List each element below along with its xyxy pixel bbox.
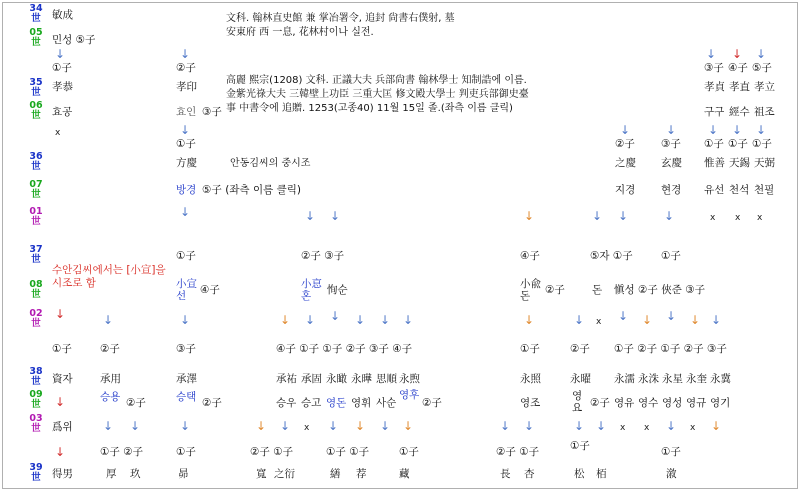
person-name[interactable]: 長 [500,468,511,480]
rank-label: ①子 [661,446,681,458]
rank-label: ②子 [615,138,635,150]
person-name[interactable]: 敏成 [52,9,73,21]
down-arrow-icon: ↓ [280,313,291,327]
person-name[interactable]: 永星 [662,373,683,385]
rank-label: ①子 [52,62,72,74]
person-name[interactable]: 昴 [178,468,189,480]
person-name[interactable]: 永瞰 [326,373,347,385]
down-arrow-icon: ↓ [574,313,585,327]
clan-note: 수안김씨에서는 [小宣]을 [52,264,166,276]
down-arrow-icon: ↓ [664,209,675,223]
rank-label: ③子 [661,138,681,150]
no-descendant-mark: x [644,423,650,433]
person-name[interactable]: 永冀 [710,373,731,385]
rank-label: ④子 [520,250,540,262]
down-arrow-icon: ↓ [403,419,414,433]
down-arrow-icon: ↓ [380,419,391,433]
down-arrow-icon: ↓ [305,209,316,223]
person-korean-name: 승우 [276,397,297,409]
rank-label: ②子 [590,397,610,409]
person-name[interactable]: 永洙 [638,373,659,385]
person-korean-name: 영휘 [351,397,372,409]
rank-label: ⑤子 (좌측 이름 클릭) [202,184,301,196]
down-arrow-icon: ↓ [330,309,341,323]
rank-label: ②子 ①子 [496,446,540,458]
person-name[interactable]: 天錫 [729,157,750,169]
no-descendant-mark: x [757,213,763,223]
rank-label: ④子 [200,284,220,296]
gen-39-label: 39 世 [29,462,43,483]
person-name[interactable]: 得男 [52,468,73,480]
down-arrow-icon: ↓ [55,47,66,61]
rank-label: ②子 [202,397,222,409]
person-name[interactable]: 孝貞 [704,81,725,93]
down-arrow-icon: ↓ [756,47,767,61]
person-name[interactable]: 惟善 [704,157,725,169]
rank-label: ④子 [728,62,748,74]
person-korean-name: 영유 [614,397,635,409]
person-korean-name: 지경 [615,184,636,196]
down-arrow-icon: ↓ [620,123,631,137]
person-name[interactable]: 之慶 [615,157,636,169]
person-name[interactable]: 荐 [356,468,367,480]
down-arrow-icon: ↓ [756,123,767,137]
person-name[interactable]: 小恴 [301,278,322,290]
no-descendant-mark: x [710,213,716,223]
down-arrow-icon: ↓ [180,123,191,137]
rank-label: ①子 [176,250,196,262]
down-arrow-icon: ↓ [330,209,341,223]
rank-label: ①子 [661,250,681,262]
person-name[interactable]: 孝印 [176,81,197,93]
gen-05-label: 05 世 [29,27,43,48]
gen-02-label: 02 世 [29,308,43,329]
rank-label: ②子 [176,62,196,74]
person-korean-name: 祖조 [754,106,775,118]
person-korean-name: 經수 [729,106,750,118]
person-name[interactable]: 小宣 [176,278,197,290]
person-name[interactable]: 永曜 [570,373,591,385]
gen-35-label: 35 世 [29,77,43,98]
rank-label: ①子 [52,343,72,355]
person-name[interactable]: 小兪 [520,278,541,290]
down-arrow-icon: ↓ [403,313,414,327]
person-name[interactable]: 之衍 [274,468,295,480]
person-name[interactable]: 玖 [130,468,141,480]
down-arrow-icon: ↓ [618,309,629,323]
gen-38-label: 38 世 [29,366,43,387]
person-korean-name: 구구 [704,106,725,118]
person-korean-name: 사순 [376,397,397,409]
rank-label: ①子 [752,138,772,150]
person-name[interactable]: 永煦 [399,373,420,385]
person-name[interactable]: 資자 [52,373,73,385]
person-korean-name: 선 [176,290,187,302]
rank-label: ①子 [399,446,419,458]
down-arrow-icon: ↓ [355,419,366,433]
down-arrow-icon: ↓ [380,313,391,327]
biography-note: 안동김씨의 중시조 [230,158,311,169]
biography-note: 高麗 熙宗(1208) 文科. 正議大夫 兵部尙書 翰林學士 知制誥에 이름. [226,75,527,86]
rank-label: ①子 ②子 ①子 ②子 ③子 [614,343,727,355]
person-korean-name: 유선 [704,184,725,196]
person-name[interactable]: 孝恭 [52,81,73,93]
rank-label: ③子 [176,343,196,355]
person-name[interactable]: 永照 [520,373,541,385]
person-korean-name[interactable]: 영후 [399,389,420,401]
no-descendant-mark: x [55,128,61,138]
rank-label: ①子 [520,343,540,355]
person-korean-name: 효공 [52,106,73,118]
rank-label: ②子 ①子 [250,446,294,458]
no-descendant-mark: x [304,423,310,433]
rank-label: ①子 ②子 [100,446,144,458]
down-arrow-icon: ↓ [642,313,653,327]
rank-label: ①子 [176,446,196,458]
person-name[interactable]: 天弼 [754,157,775,169]
down-arrow-icon: ↓ [180,313,191,327]
gen-09-label: 09 世 [29,389,43,410]
person-name[interactable]: 杏 [524,468,535,480]
person-name[interactable]: 方慶 [176,157,197,169]
rank-label: ③子 [202,106,222,118]
person-korean-name[interactable]: 방경 [176,184,197,196]
down-arrow-icon: ↓ [666,419,677,433]
person-name[interactable]: 承固 [301,373,322,385]
no-descendant-mark: x [690,423,696,433]
rank-label: ⑤子 [752,62,772,74]
down-arrow-icon: ↓ [524,313,535,327]
down-arrow-icon: ↓ [711,419,722,433]
person-korean-name: 영조 [520,397,541,409]
down-arrow-icon: ↓ [732,123,743,137]
person-name[interactable]: 玄慶 [661,157,682,169]
person-korean-name: 愼성 ②子 俠준 ③子 [614,284,706,296]
down-arrow-icon: ↓ [690,313,701,327]
down-arrow-icon: ↓ [706,47,717,61]
person-name[interactable]: 藏 [399,468,410,480]
person-korean-name: 천석 [729,184,750,196]
person-korean-name: 돈 [520,290,531,302]
gen-06-label: 06 世 [29,100,43,121]
person-name[interactable]: 永濡 [614,373,635,385]
down-arrow-icon: ↓ [55,395,66,409]
rank-label: ②子 [126,397,146,409]
down-arrow-icon: ↓ [666,123,677,137]
person-name[interactable]: 爲위 [52,421,73,433]
person-korean-name: 민성 ⑤子 [52,34,96,46]
down-arrow-icon: ↓ [55,307,66,321]
gen-36-label: 36 世 [29,151,43,172]
down-arrow-icon: ↓ [708,123,719,137]
down-arrow-icon: ↓ [103,419,114,433]
down-arrow-icon: ↓ [180,419,191,433]
person-name[interactable]: 繕 [330,468,341,480]
person-korean-name: 요 [572,402,583,414]
down-arrow-icon: ↓ [55,445,66,459]
biography-note: 金紫光祿大夫 三韓壁上功臣 三重大匡 修文殿大學士 判吏兵部御史臺 [226,89,529,100]
rank-label: ②子 [570,343,590,355]
gen-37-label: 37 世 [29,244,43,265]
person-name[interactable]: 永奎 [686,373,707,385]
rank-label: ③子 [704,62,724,74]
down-arrow-icon: ↓ [711,313,722,327]
person-korean-name: 천필 [754,184,775,196]
down-arrow-icon: ↓ [103,313,114,327]
no-descendant-mark: x [735,213,741,223]
person-korean-name[interactable]: 영돈 [326,397,347,409]
no-descendant-mark: x [596,317,602,327]
down-arrow-icon: ↓ [618,209,629,223]
person-name[interactable]: 栢 [596,468,607,480]
person-korean-name: 영기 [710,397,731,409]
no-descendant-mark: x [620,423,626,433]
person-name[interactable]: 厚 [106,468,117,480]
down-arrow-icon: ↓ [355,313,366,327]
person-name[interactable]: 孝立 [754,81,775,93]
down-arrow-icon: ↓ [574,419,585,433]
down-arrow-icon: ↓ [180,205,191,219]
rank-label: ①子 [704,138,724,150]
down-arrow-icon: ↓ [180,47,191,61]
gen-07-label: 07 世 [29,179,43,200]
person-korean-name: 효인 [176,106,197,118]
person-name[interactable]: 永曄 [351,373,372,385]
clan-note: 시조로 함 [52,277,96,289]
rank-label: ②子 [545,284,565,296]
person-korean-name: 승고 [301,397,322,409]
rank-label: ①子 [570,440,590,452]
person-name[interactable]: 寬 [256,468,267,480]
person-name[interactable]: 承澤 [176,373,197,385]
down-arrow-icon: ↓ [666,309,677,323]
down-arrow-icon: ↓ [524,419,535,433]
down-arrow-icon: ↓ [596,419,607,433]
biography-note: 安東府 西 一息, 花林村이나 실전. [226,27,374,38]
person-korean-name[interactable]: 승용 [100,391,121,403]
person-name[interactable]: 孝直 [729,81,750,93]
person-korean-name: 영규 [686,397,707,409]
biography-note: 事 中書令에 追贈. 1253(고종40) 11월 15일 졸.(좌측 이름 클릭) [226,103,513,114]
person-name[interactable]: 思順 [376,373,397,385]
gen-01-label: 01 世 [29,206,43,227]
down-arrow-icon: ↓ [328,419,339,433]
gen-03-label: 03 世 [29,413,43,434]
rank-label: ①子 ①子 [326,446,370,458]
rank-label: ④子 ①子 ①子 ②子 ③子 ④子 [276,343,413,355]
person-korean-name: 영성 [662,397,683,409]
rank-label: ②子 ③子 [301,250,345,262]
gen-34-label: 34 世 [29,3,43,24]
down-arrow-icon: ↓ [524,209,535,223]
rank-label: ⑤자 ①子 [590,250,633,262]
rank-label: ②子 [422,397,442,409]
down-arrow-icon: ↓ [130,419,141,433]
person-korean-name: 현경 [661,184,682,196]
person-korean-name: 혼 [301,290,312,302]
down-arrow-icon: ↓ [305,313,316,327]
person-korean-name: 영수 [638,397,659,409]
rank-label: ②子 [100,343,120,355]
down-arrow-icon: ↓ [280,419,291,433]
down-arrow-icon: ↓ [732,47,743,61]
rank-label: ①子 [176,138,196,150]
person-name[interactable]: 漵 [666,468,677,480]
person-korean-name: 영 [572,390,583,402]
gen-08-label: 08 世 [29,279,43,300]
biography-note: 文科. 翰林直史館 兼 掌冶署令, 追封 尙書右僕射, 墓 [226,13,455,24]
person-korean-name[interactable]: 승택 [176,391,197,403]
person-korean-name: 돈 [592,284,603,296]
person-name[interactable]: 承用 [100,373,121,385]
rank-label: ①子 [728,138,748,150]
down-arrow-icon: ↓ [500,419,511,433]
person-name[interactable]: 承祐 [276,373,297,385]
down-arrow-icon: ↓ [592,209,603,223]
down-arrow-icon: ↓ [256,419,267,433]
person-name[interactable]: 恂순 [327,284,348,296]
person-name[interactable]: 松 [574,468,585,480]
